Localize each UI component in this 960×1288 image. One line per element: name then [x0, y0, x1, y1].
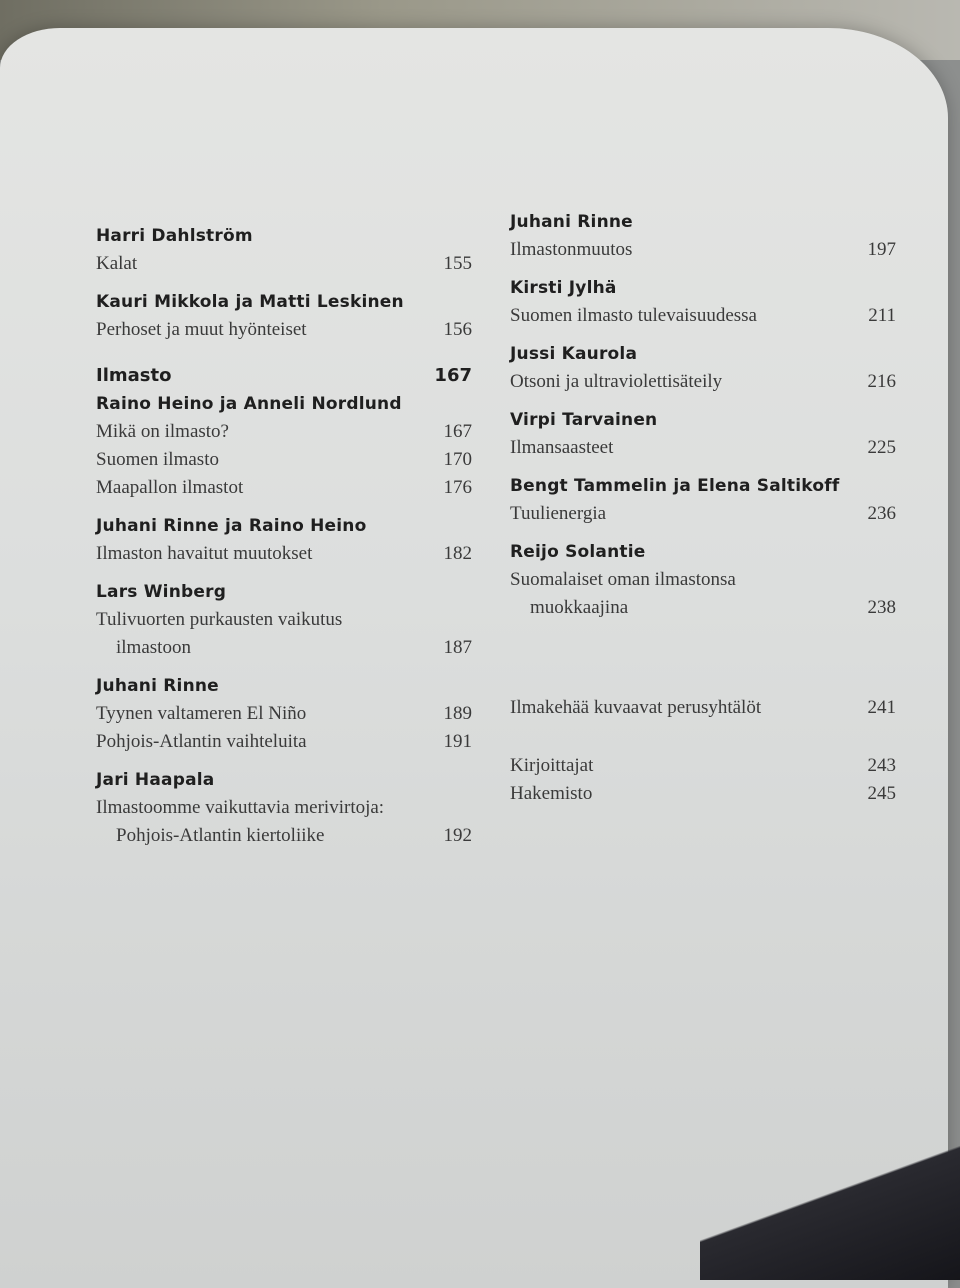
toc-entry — [96, 390, 472, 502]
appendix-title: Kirjoittajat — [510, 755, 594, 776]
page-number: 156 — [443, 319, 472, 340]
toc-line — [96, 474, 472, 502]
chapter-title: Ilmansaasteet — [510, 437, 614, 458]
chapter-title: Otsoni ja ultraviolettisäteily — [510, 371, 723, 392]
chapter-title: Ilmastoomme vaikuttavia merivirtoja: — [96, 797, 385, 818]
page-number: 155 — [443, 253, 472, 274]
chapter-title-continued: muokkaajina — [530, 597, 629, 618]
chapter-title: Kalat — [96, 253, 138, 274]
appendix-title: Ilmakehää kuvaavat perusyhtälöt — [510, 697, 762, 718]
toc-entry — [96, 512, 472, 568]
page-number: 216 — [867, 371, 896, 392]
chapter-title: Maapallon ilmastot — [96, 477, 244, 498]
chapter-title: Ilmastonmuutos — [510, 239, 633, 260]
corner-shadow — [700, 1130, 960, 1280]
entry-author: Jari Haapala — [96, 770, 215, 790]
chapter-title: Mikä on ilmasto? — [96, 421, 229, 442]
entry-author: Kauri Mikkola ja Matti Leskinen — [96, 292, 404, 312]
chapter-title: Tyynen valtameren El Niño — [96, 703, 307, 724]
toc-entry — [510, 340, 896, 396]
toc-line — [96, 316, 472, 344]
toc-entry — [96, 288, 472, 344]
toc-line — [510, 302, 896, 330]
page-number: 182 — [443, 543, 472, 564]
toc-entry — [510, 406, 896, 462]
page-number: 197 — [867, 239, 896, 260]
entry-author: Juhani Rinne — [96, 676, 219, 696]
entry-author: Lars Winberg — [96, 582, 227, 602]
entry-author: Bengt Tammelin ja Elena Saltikoff — [510, 476, 840, 496]
chapter-title: Pohjois-Atlantin vaihteluita — [96, 731, 307, 752]
entry-author: Raino Heino ja Anneli Nordlund — [96, 394, 402, 414]
chapter-title: Tuulienergia — [510, 503, 607, 524]
toc-line — [510, 500, 896, 528]
page-number: 211 — [868, 305, 896, 326]
toc-right-column — [510, 208, 896, 808]
page-number: 243 — [867, 755, 896, 776]
page-number: 187 — [443, 637, 472, 658]
toc-entry — [510, 472, 896, 528]
chapter-title-continued: Pohjois-Atlantin kiertoliike — [116, 825, 325, 846]
toc-line — [96, 418, 472, 446]
toc-appendix-line — [510, 752, 896, 780]
entry-author: Virpi Tarvainen — [510, 410, 658, 430]
toc-line — [510, 566, 896, 594]
toc-line — [510, 594, 896, 622]
entry-author: Harri Dahlström — [96, 226, 253, 246]
toc-entry — [510, 274, 896, 330]
toc-entry — [510, 538, 896, 622]
page-number: 189 — [443, 703, 472, 724]
toc-entry — [96, 578, 472, 662]
entry-author: Juhani Rinne — [510, 212, 633, 232]
page-number: 238 — [867, 597, 896, 618]
appendix-title: Hakemisto — [510, 783, 593, 804]
page-number: 225 — [867, 437, 896, 458]
page-number: 170 — [443, 449, 472, 470]
page-number: 192 — [443, 825, 472, 846]
section-title: Ilmasto — [96, 365, 172, 386]
toc-entry — [96, 766, 472, 850]
entry-author: Kirsti Jylhä — [510, 278, 617, 298]
section-heading — [96, 362, 472, 390]
toc-left-column — [96, 222, 472, 850]
toc-line — [510, 434, 896, 462]
chapter-title-continued: ilmastoon — [116, 637, 191, 658]
toc-appendix-line — [510, 780, 896, 808]
toc-line — [96, 540, 472, 568]
toc-entry — [96, 222, 472, 278]
entry-author: Reijo Solantie — [510, 542, 646, 562]
toc-line — [96, 634, 472, 662]
page-number: 236 — [867, 503, 896, 524]
page-number: 176 — [443, 477, 472, 498]
toc-line — [96, 728, 472, 756]
toc-line — [96, 606, 472, 634]
page-number: 245 — [867, 783, 896, 804]
entry-author: Jussi Kaurola — [510, 344, 638, 364]
page-number: 167 — [443, 421, 472, 442]
toc-entry — [510, 208, 896, 264]
toc-line — [96, 794, 472, 822]
chapter-title: Suomalaiset oman ilmastonsa — [510, 569, 736, 590]
toc-line — [510, 236, 896, 264]
toc-appendix-line — [510, 694, 896, 722]
toc-line — [96, 700, 472, 728]
chapter-title: Perhoset ja muut hyönteiset — [96, 319, 307, 340]
section-page: 167 — [434, 365, 472, 386]
chapter-title: Tulivuorten purkausten vaikutus — [96, 609, 343, 630]
page-number: 191 — [443, 731, 472, 752]
toc-line — [96, 822, 472, 850]
toc-entry — [96, 672, 472, 756]
chapter-title: Suomen ilmasto tulevaisuudessa — [510, 305, 757, 326]
entry-author: Juhani Rinne ja Raino Heino — [96, 516, 367, 536]
toc-line — [96, 446, 472, 474]
chapter-title: Ilmaston havaitut muutokset — [96, 543, 313, 564]
toc-line — [96, 250, 472, 278]
page-number: 241 — [867, 697, 896, 718]
toc-line — [510, 368, 896, 396]
chapter-title: Suomen ilmasto — [96, 449, 219, 470]
